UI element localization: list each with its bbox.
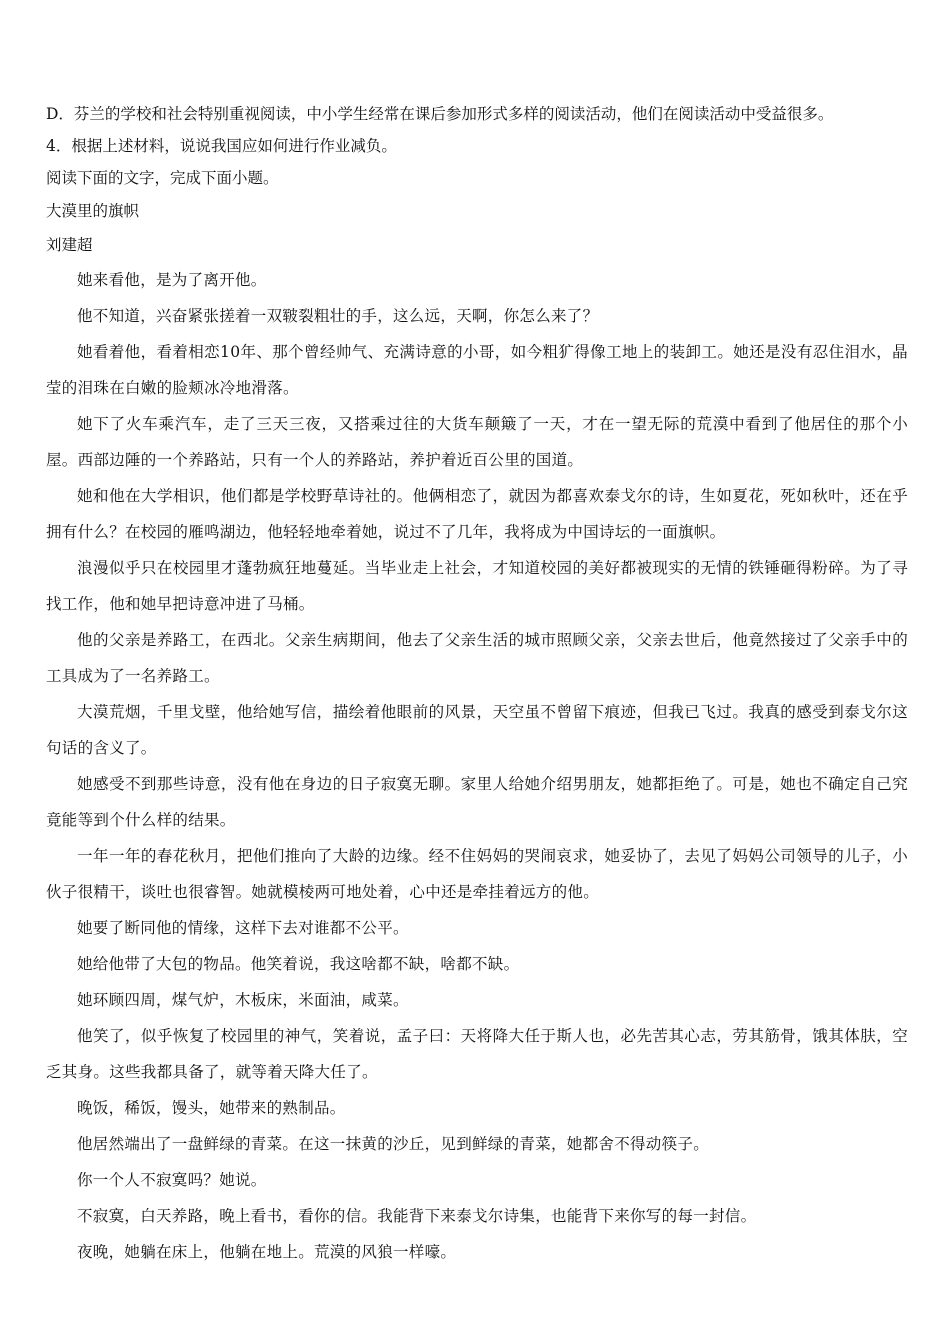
- story-paragraph: 晚饭，稀饭，馒头，她带来的熟制品。: [77, 1099, 346, 1117]
- story-paragraph: 她来看他，是为了离开他。: [77, 271, 267, 289]
- story-paragraph: 不寂寞，白天养路，晚上看书，看你的信。我能背下来泰戈尔诗集，也能背下来你写的每一封信。: [77, 1207, 757, 1225]
- story-paragraph: 一年一年的春花秋月，把他们推向了大龄的边缘。经不住妈妈的哭闹哀求，她妥协了，去见了妈妈公司领导的儿子，小伙子很精干，谈吐也很睿智。她就模棱两可地处着，心中还是牵挂着远方的他。: [46, 847, 908, 901]
- story-paragraph: 浪漫似乎只在校园里才蓬勃疯狂地蔓延。当毕业走上社会，才知道校园的美好都被现实的无情的铁锤砸得粉碎。为了寻找工作，他和她早把诗意冲进了马桶。: [46, 559, 908, 613]
- story-paragraph: 她下了火车乘汽车，走了三天三夜，又搭乘过往的大货车颠簸了一天，才在一望无际的荒漠中看到了他居住的那个小屋。西部边陲的一个养路站，只有一个人的养路站，养护着近百公里的国道。: [46, 415, 908, 469]
- story-paragraph: 他不知道，兴奋紧张搓着一双皲裂粗壮的手，这么远，天啊，你怎么来了？: [77, 307, 599, 325]
- story-paragraph: 她给他带了大包的物品。他笑着说，我这啥都不缺，啥都不缺。: [77, 955, 520, 973]
- story-title: 大漠里的旗帜: [46, 202, 140, 220]
- story-paragraph: 她要了断同他的情缘，这样下去对谁都不公平。: [77, 919, 409, 937]
- document-page: [46, 98, 908, 1270]
- story-paragraph: 他笑了，似乎恢复了校园里的神气，笑着说，孟子曰：天将降大任于斯人也，必先苦其心志，劳其筋骨，饿其体肤，空乏其身。这些我都具备了，就等着天降大任了。: [46, 1027, 908, 1081]
- story-paragraph: 大漠荒烟，千里戈壁，他给她写信，描绘着他眼前的风景，天空虽不曾留下痕迹，但我已飞过。我真的感受到泰戈尔这句话的含义了。: [46, 703, 908, 757]
- story-paragraph: 她感受不到那些诗意，没有他在身边的日子寂寞无聊。家里人给她介绍男朋友，她都拒绝了。可是，她也不确定自己究竟能等到个什么样的结果。: [46, 775, 908, 829]
- story-paragraph: 她和他在大学相识，他们都是学校野草诗社的。他俩相恋了，就因为都喜欢泰戈尔的诗，生如夏花，死如秋叶，还在乎拥有什么？在校园的雁鸣湖边，他轻轻地牵着她，说过不了几年，我将成为中国诗坛的一面旗帜。: [46, 487, 908, 541]
- story-paragraph: 他居然端出了一盘鲜绿的青菜。在这一抹黄的沙丘，见到鲜绿的青菜，她都舍不得动筷子。: [77, 1135, 710, 1153]
- story-paragraph: 她环顾四周，煤气炉，木板床，米面油，咸菜。: [77, 991, 409, 1009]
- story-paragraph: 夜晚，她躺在床上，他躺在地上。荒漠的风狼一样嚎。: [77, 1243, 457, 1261]
- question-4-text: 4．根据上述材料，说说我国应如何进行作业减负。: [46, 137, 397, 155]
- story-paragraph: 你一个人不寂寞吗？她说。: [77, 1171, 267, 1189]
- story-paragraph: 她看着他，看着相恋10年、那个曾经帅气、充满诗意的小哥，如今粗犷得像工地上的装卸工。她还是没有忍住泪水，晶莹的泪珠在白嫩的脸颊冰冷地滑落。: [46, 343, 908, 397]
- reading-instruction: 阅读下面的文字，完成下面小题。: [46, 169, 279, 187]
- story-author: 刘建超: [46, 236, 93, 254]
- option-d-text: D．芬兰的学校和社会特别重视阅读，中小学生经常在课后参加形式多样的阅读活动，他们在阅读活动中受益很多。: [46, 105, 834, 123]
- story-paragraph: 他的父亲是养路工，在西北。父亲生病期间，他去了父亲生活的城市照顾父亲，父亲去世后，他竟然接过了父亲手中的工具成为了一名养路工。: [46, 631, 908, 685]
